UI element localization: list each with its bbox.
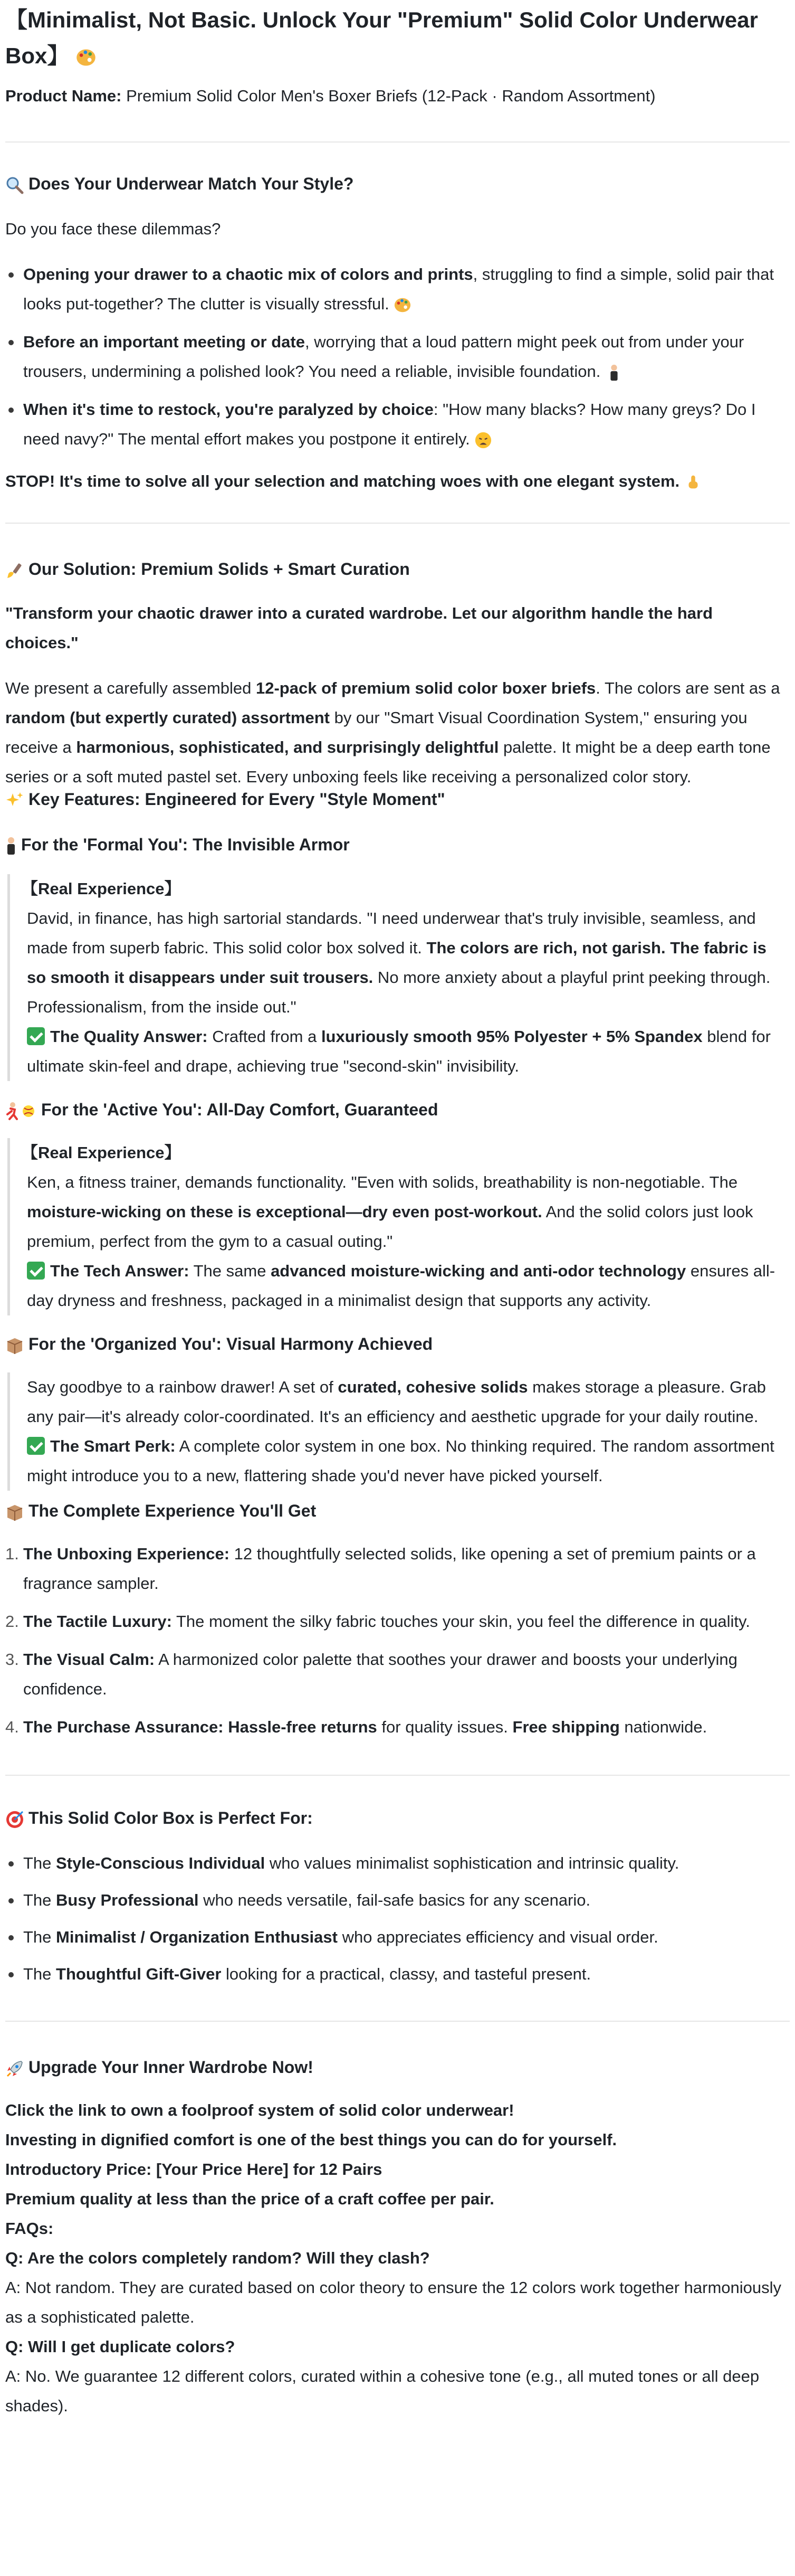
- audience-section: [5, 1776, 790, 1989]
- list-item: 4. The Purchase Assurance: Hassle-free returns for quality issues. Free shipping nationwide.: [5, 1718, 707, 1736]
- experience-label: 【Real Experience】: [22, 1143, 181, 1162]
- businessman-icon: [5, 837, 17, 856]
- solution-paragraph: We present a carefully assembled 12-pack of premium solid color boxer briefs. The colors are sent as a random (but expertly curated) assortment by our "Smart Visual Coordination System," ensuring you receive a harmonious, sophisticated, and surprisingly delightful palette. It might be a deep earth tone series or a soft muted pastel set. Every unboxing feels like receiving a personalized color story.: [5, 679, 780, 786]
- faq-question: Q: Will I get duplicate colors?: [5, 2337, 235, 2356]
- faq-label: FAQs:: [5, 2219, 54, 2238]
- faq-answer: A: Not random. They are curated based on color theory to ensure the 12 colors work together harmoniously as a sophisticated palette.: [5, 2278, 782, 2326]
- check-mark-icon: [27, 1027, 45, 1045]
- list-item: The Busy Professional who needs versatile, fail-safe basics for any scenario.: [5, 1886, 790, 1915]
- problem-section: [5, 143, 790, 496]
- weary-face-icon: [474, 431, 492, 449]
- experience-label: 【Real Experience】: [22, 879, 181, 898]
- problem-intro: Do you face these dilemmas?: [5, 220, 221, 238]
- title-block: [5, 0, 790, 68]
- dilemma-list: [5, 260, 790, 454]
- active-quote: [7, 1138, 790, 1315]
- cta-heading: Upgrade Your Inner Wardrobe Now!: [5, 2052, 790, 2082]
- sparkles-icon: [5, 791, 24, 810]
- organized-story: Say goodbye to a rainbow drawer! A set of curated, cohesive solids makes storage a pleasure. Grab any pair—it's already color-coordinated. It's an efficiency and aesthetic upgrade for your daily routine.: [27, 1378, 766, 1426]
- active-answer: The Tech Answer: The same advanced moisture-wicking and anti-odor technology ensures all-day dryness and freshness, packaged in a minimalist design that supports any activity.: [27, 1262, 775, 1310]
- active-heading: For the 'Active You': All-Day Comfort, Guaranteed: [5, 1095, 790, 1124]
- formal-story: David, in finance, has high sartorial standards. "I need underwear that's truly invisible, seamless, and made from superb fabric. This solid color box solved it. The colors are rich, not garish. The fabric is so smooth it disappears under suit trousers. No more anxiety about a playful print peeking through. Professionalism, from the inside out.": [27, 909, 771, 1016]
- page-title: [5, 0, 790, 74]
- problem-heading: Does Your Underwear Match Your Style?: [5, 169, 790, 198]
- list-item: The Thoughtful Gift-Giver looking for a practical, classy, and tasteful present.: [5, 1959, 790, 1989]
- solution-section: [5, 524, 790, 792]
- product-label: Product Name:: [5, 87, 122, 105]
- list-item: 1. The Unboxing Experience: 12 thoughtfully selected solids, like opening a set of premium paints or a fragrance sampler.: [5, 1545, 756, 1593]
- faq-question: Q: Are the colors completely random? Will they clash?: [5, 2249, 430, 2267]
- runner-icon: [5, 1102, 37, 1121]
- formal-answer: The Quality Answer: Crafted from a luxuriously smooth 95% Polyester + 5% Spandex blend for ultimate skin-feel and drape, achieving true "second-skin" invisibility.: [27, 1027, 771, 1075]
- experience-section: [5, 1496, 790, 1742]
- check-mark-icon: [27, 1437, 45, 1455]
- pointing-down-icon: [684, 473, 702, 491]
- audience-list: [5, 1849, 790, 1989]
- title-text: 【Minimalist, Not Basic. Unlock Your "Premium" Solid Color Underwear Box】: [5, 7, 758, 68]
- list-item: 2. The Tactile Luxury: The moment the silky fabric touches your skin, you feel the difference in quality.: [5, 1612, 750, 1631]
- stop-callout: STOP! It's time to solve all your selection and matching woes with one elegant system.: [5, 467, 790, 496]
- organized-perk: The Smart Perk: A complete color system in one box. No thinking required. The random assortment might introduce you to a new, flattering shade you'd never have picked yourself.: [27, 1437, 774, 1485]
- formal-quote: [7, 874, 790, 1081]
- features-heading: Key Features: Engineered for Every "Style Moment": [5, 784, 790, 814]
- solution-tagline: "Transform your chaotic drawer into a curated wardrobe. Let our algorithm handle the hard choices.": [5, 604, 713, 652]
- magnifying-glass-icon: [5, 176, 24, 195]
- cta-lines: [5, 2096, 790, 2421]
- audience-heading: This Solid Color Box is Perfect For:: [5, 1803, 790, 1833]
- experience-heading: The Complete Experience You'll Get: [5, 1496, 790, 1526]
- formal-heading: For the 'Formal You': The Invisible Armor: [5, 830, 790, 859]
- cta-line: Click the link to own a foolproof system of solid color underwear!: [5, 2101, 514, 2119]
- active-story: Ken, a fitness trainer, demands functionality. "Even with solids, breathability is non-negotiable. The moisture-wicking on these is exceptional—dry even post-workout. And the solid colors just look premium, perfect from the gym to a casual outing.": [27, 1173, 753, 1251]
- product-line: [5, 68, 790, 141]
- product-name: Premium Solid Color Men's Boxer Briefs (12-Pack · Random Assortment): [126, 87, 656, 105]
- faq-answer: A: No. We guarantee 12 different colors, curated within a cohesive tone (e.g., all muted tones or all deep shades).: [5, 2367, 760, 2415]
- check-mark-icon: [27, 1262, 45, 1280]
- list-item: Before an important meeting or date, worrying that a loud pattern might peek out from under your trousers, undermining a polished look? You need a reliable, invisible foundation.: [5, 327, 790, 386]
- price-line: Introductory Price: [Your Price Here] for 12 Pairs: [5, 2160, 382, 2179]
- artist-palette-icon: [394, 296, 411, 314]
- solution-heading: Our Solution: Premium Solids + Smart Curation: [5, 554, 790, 584]
- target-icon: [5, 1810, 24, 1829]
- organized-quote: [7, 1372, 790, 1491]
- box-icon: [5, 1503, 24, 1522]
- experience-list: [5, 1539, 790, 1742]
- cta-line: Premium quality at less than the price of a craft coffee per pair.: [5, 2190, 494, 2208]
- features-section: [5, 784, 790, 1491]
- cta-line: Investing in dignified comfort is one of the best things you can do for yourself.: [5, 2130, 617, 2149]
- businessman-icon: [605, 364, 623, 382]
- list-item: The Style-Conscious Individual who values minimalist sophistication and intrinsic quality.: [5, 1849, 790, 1878]
- list-item: Opening your drawer to a chaotic mix of colors and prints, struggling to find a simple, solid pair that looks put-together? The clutter is visually stressful.: [5, 260, 790, 319]
- cta-section: [5, 2022, 790, 2421]
- rocket-icon: [5, 2059, 24, 2078]
- list-item: When it's time to restock, you're paralyzed by choice: "How many blacks? How many greys? Do I need navy?" The mental effort makes you postpone it entirely.: [5, 395, 790, 454]
- paintbrush-icon: [5, 561, 24, 580]
- list-item: The Minimalist / Organization Enthusiast who appreciates efficiency and visual order.: [5, 1922, 790, 1952]
- list-item: 3. The Visual Calm: A harmonized color palette that soothes your drawer and boosts your underlying confidence.: [5, 1650, 737, 1698]
- organized-heading: For the 'Organized You': Visual Harmony Achieved: [5, 1329, 790, 1359]
- artist-palette-icon: [75, 47, 97, 68]
- box-icon: [5, 1336, 24, 1355]
